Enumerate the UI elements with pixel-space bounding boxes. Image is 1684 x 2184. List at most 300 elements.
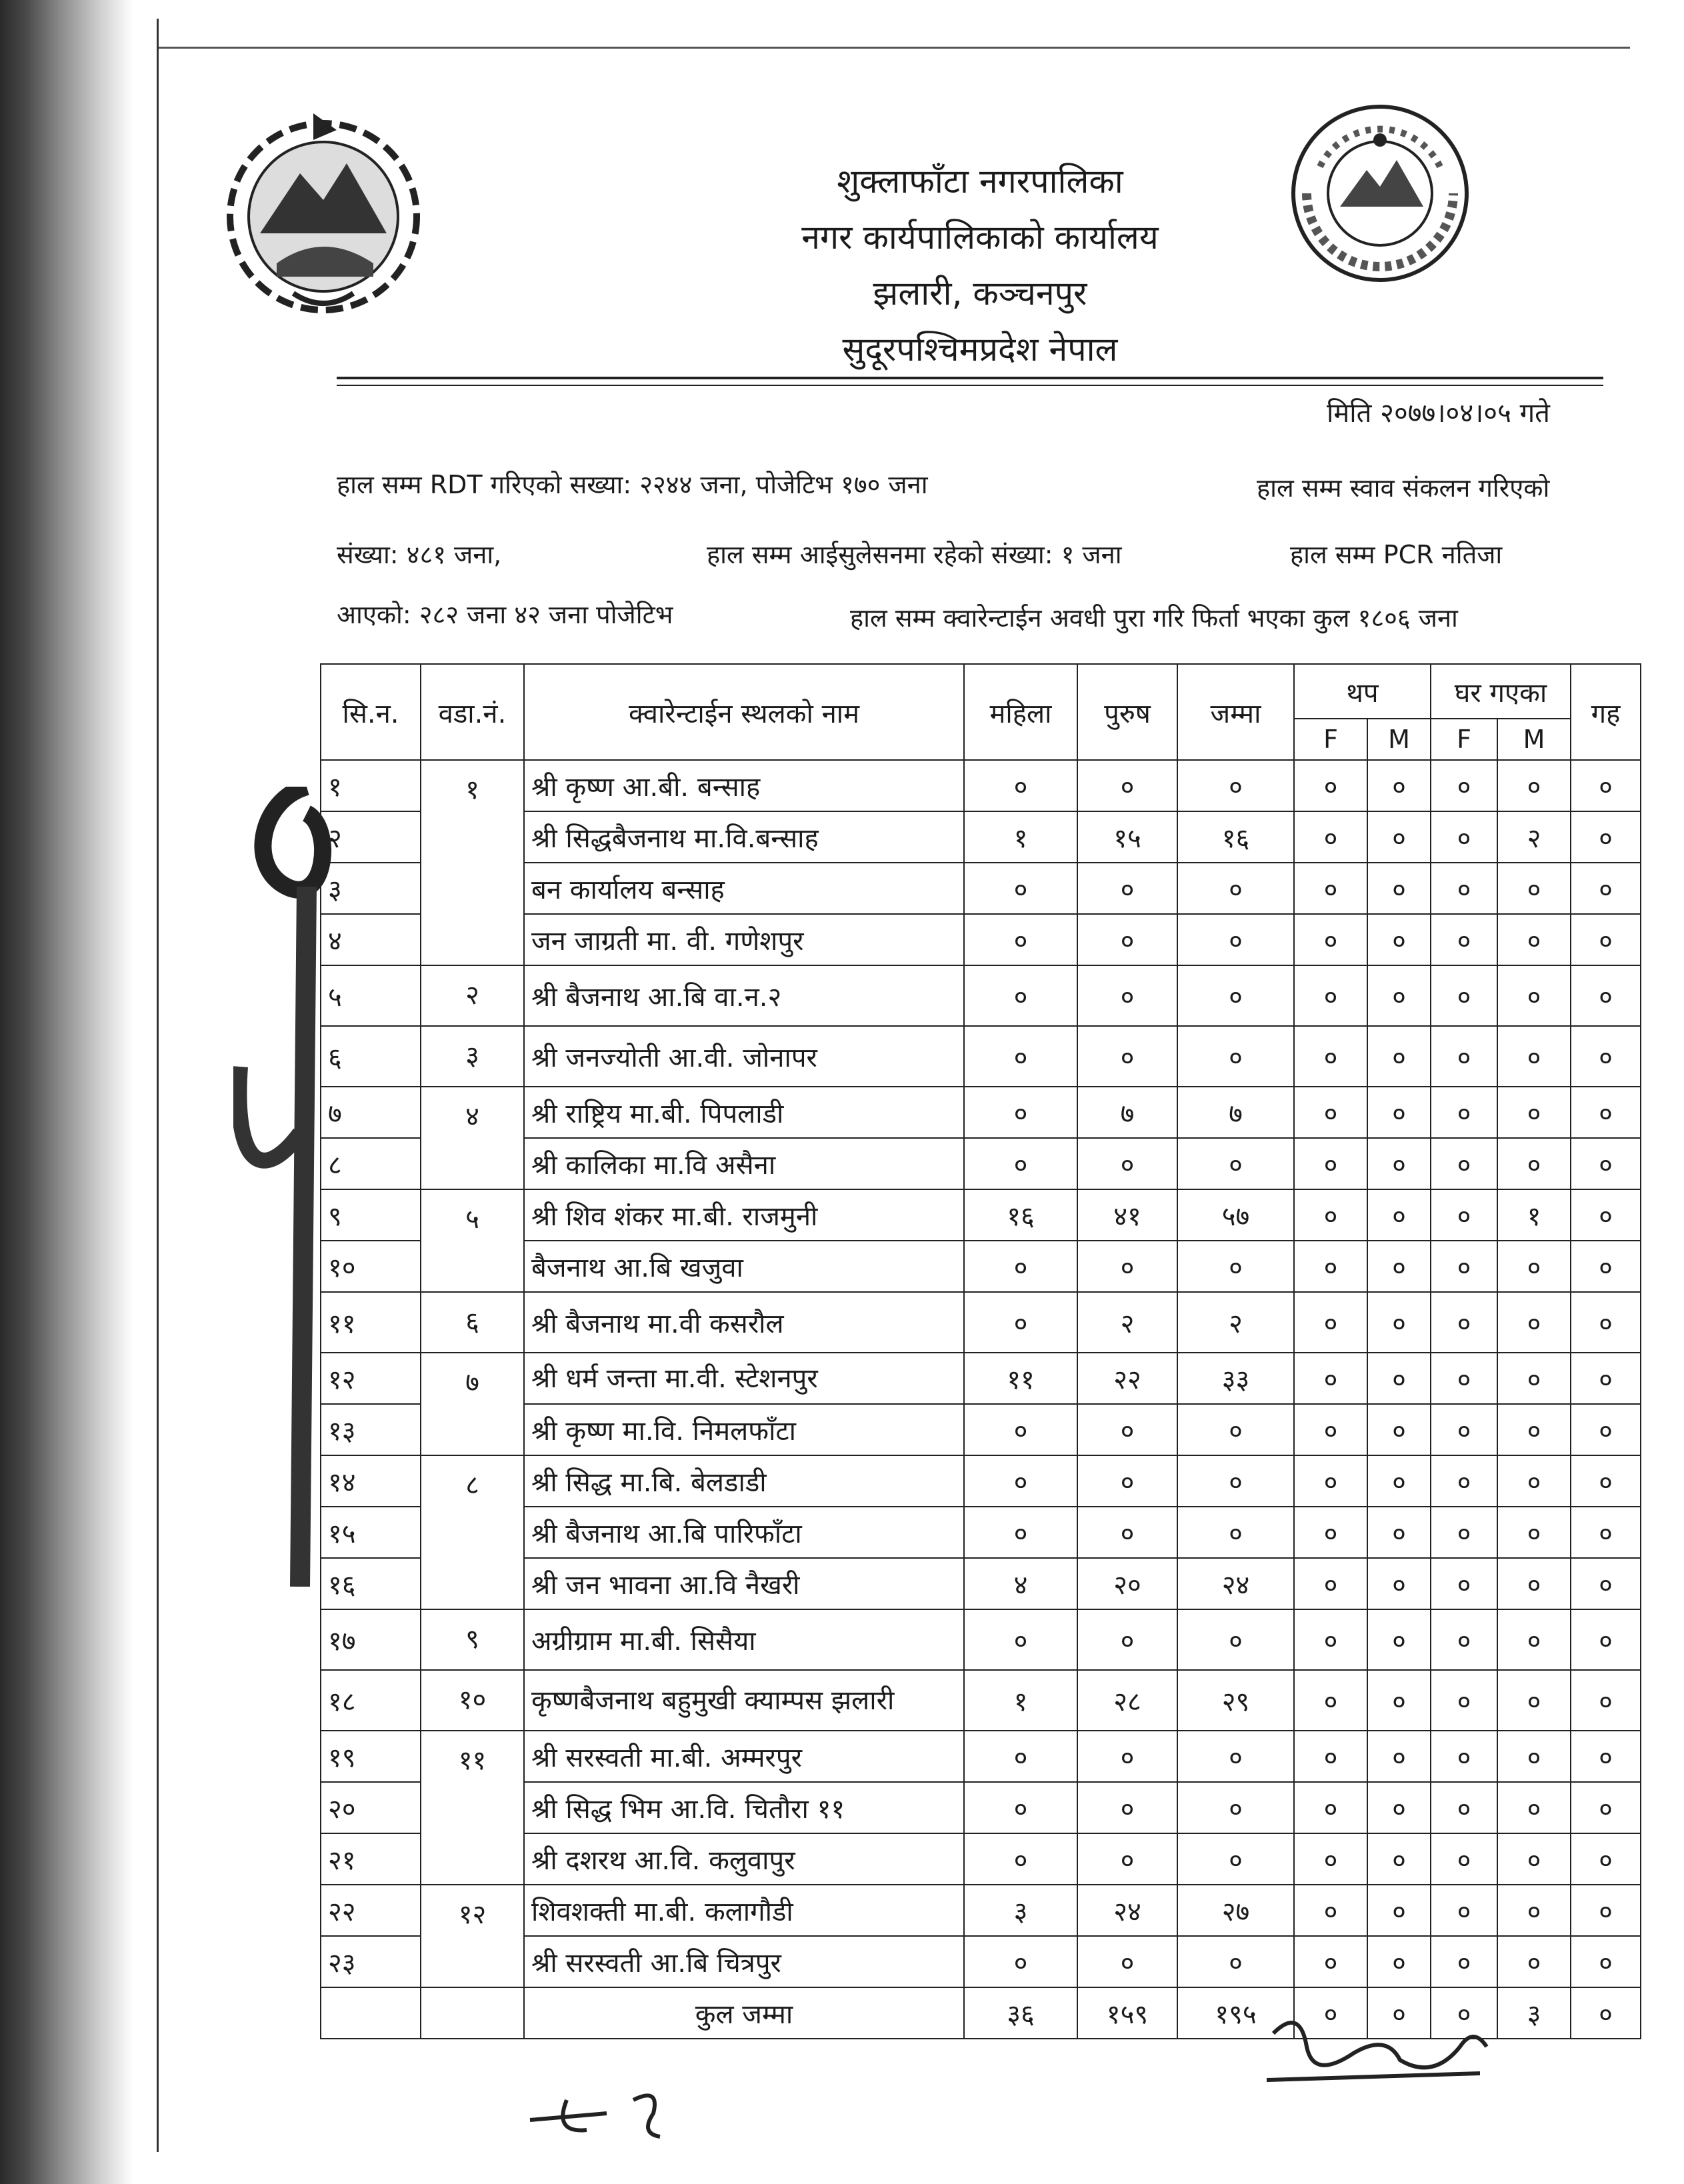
row-place-name: श्री बैजनाथ मा.वी कसरौल xyxy=(524,1292,964,1353)
row-place-name: शिवशक्ती मा.बी. कलागौडी xyxy=(524,1885,964,1936)
row-total: ० xyxy=(1177,914,1294,965)
row-female: ० xyxy=(964,863,1077,914)
row-ward: ११ xyxy=(421,1731,524,1885)
row-sn: १७ xyxy=(321,1609,421,1670)
total-home-m: ३ xyxy=(1497,1987,1571,2039)
row-home-m: ० xyxy=(1497,1670,1571,1731)
row-added-m: ० xyxy=(1367,1292,1431,1353)
province-name: सुदूरपश्चिमप्रदेश नेपाल xyxy=(842,330,1118,369)
row-added-f: ० xyxy=(1294,1138,1367,1189)
row-total: २९ xyxy=(1177,1670,1294,1731)
row-sn: ३ xyxy=(321,863,421,914)
row-total: ० xyxy=(1177,1404,1294,1455)
row-home-m: ० xyxy=(1497,965,1571,1026)
row-place-name: श्री धर्म जन्ता मा.वी. स्टेशनपुर xyxy=(524,1353,964,1404)
row-total: ० xyxy=(1177,1026,1294,1087)
row-added-m: ० xyxy=(1367,1241,1431,1292)
table-row xyxy=(321,760,1641,811)
row-sn: ११ xyxy=(321,1292,421,1353)
row-female: ३ xyxy=(964,1885,1077,1936)
row-home-m: ० xyxy=(1497,863,1571,914)
row-total: ० xyxy=(1177,1833,1294,1885)
row-place-name: श्री सरस्वती आ.बि चित्रपुर xyxy=(524,1936,964,1987)
row-male: ० xyxy=(1077,914,1177,965)
row-extra: ० xyxy=(1571,1885,1641,1936)
row-sn: १६ xyxy=(321,1558,421,1609)
row-female: ० xyxy=(964,760,1077,811)
municipality-name: शुक्लाफाँटा नगरपालिका xyxy=(837,162,1123,201)
subheader-home-m: M xyxy=(1497,719,1571,760)
header-sn: सि.न. xyxy=(321,664,421,760)
row-home-m: ० xyxy=(1497,1353,1571,1404)
row-home-f: ० xyxy=(1431,1936,1497,1987)
row-male: ० xyxy=(1077,1731,1177,1782)
row-added-f: ० xyxy=(1294,1404,1367,1455)
row-home-m: ० xyxy=(1497,1404,1571,1455)
row-home-f: ० xyxy=(1431,1353,1497,1404)
row-place-name: श्री सिद्ध मा.बि. बेलडाडी xyxy=(524,1455,964,1507)
row-total: ० xyxy=(1177,1507,1294,1558)
row-total: ० xyxy=(1177,1138,1294,1189)
row-place-name: बन कार्यालय बन्साह xyxy=(524,863,964,914)
info-line2-b: हाल सम्म आईसुलेसनमा रहेको संख्या: १ जना xyxy=(707,540,1122,569)
row-added-m: ० xyxy=(1367,1885,1431,1936)
header-went-home: घर गएका xyxy=(1431,664,1571,719)
row-added-m: ० xyxy=(1367,1507,1431,1558)
header-total: जम्मा xyxy=(1177,664,1294,760)
row-extra: ० xyxy=(1571,811,1641,863)
row-female: ० xyxy=(964,1241,1077,1292)
row-extra: ० xyxy=(1571,760,1641,811)
row-added-f: ० xyxy=(1294,863,1367,914)
row-home-f: ० xyxy=(1431,1292,1497,1353)
row-ward: ४ xyxy=(421,1087,524,1189)
info-line3-b: हाल सम्म क्वारेन्टाईन अवधी पुरा गरि फिर्ता भएका कुल १८०६ जना xyxy=(850,603,1458,633)
row-added-m: ० xyxy=(1367,1138,1431,1189)
row-added-m: ० xyxy=(1367,1189,1431,1241)
signature-1-icon xyxy=(527,2073,753,2147)
row-extra: ० xyxy=(1571,1138,1641,1189)
row-female: ० xyxy=(964,1833,1077,1885)
row-home-f: ० xyxy=(1431,1833,1497,1885)
row-sn: ६ xyxy=(321,1026,421,1087)
row-extra: ० xyxy=(1571,914,1641,965)
row-sn: ४ xyxy=(321,914,421,965)
row-sn: १८ xyxy=(321,1670,421,1731)
total-female: ३६ xyxy=(964,1987,1077,2039)
row-place-name: श्री बैजनाथ आ.बि पारिफाँटा xyxy=(524,1507,964,1558)
row-home-m: ० xyxy=(1497,1782,1571,1833)
row-male: ० xyxy=(1077,1833,1177,1885)
header-rule-2 xyxy=(337,385,1603,386)
row-place-name: श्री सिद्धबैजनाथ मा.वि.बन्साह xyxy=(524,811,964,863)
row-added-f: ० xyxy=(1294,1731,1367,1782)
row-total: ० xyxy=(1177,1609,1294,1670)
header-ward: वडा.नं. xyxy=(421,664,524,760)
row-extra: ० xyxy=(1571,965,1641,1026)
row-sn: ५ xyxy=(321,965,421,1026)
row-male: ० xyxy=(1077,1404,1177,1455)
row-place-name: बैजनाथ आ.बि खजुवा xyxy=(524,1241,964,1292)
quarantine-table xyxy=(320,663,1641,2039)
row-male: १५ xyxy=(1077,811,1177,863)
row-home-m: ० xyxy=(1497,1731,1571,1782)
row-added-f: ० xyxy=(1294,1087,1367,1138)
row-ward: ७ xyxy=(421,1353,524,1455)
row-total: १६ xyxy=(1177,811,1294,863)
row-female: ० xyxy=(964,1026,1077,1087)
row-added-m: ० xyxy=(1367,760,1431,811)
row-male: २४ xyxy=(1077,1885,1177,1936)
table-row xyxy=(321,1087,1641,1138)
row-home-m: १ xyxy=(1497,1189,1571,1241)
row-place-name: श्री कृष्ण आ.बी. बन्साह xyxy=(524,760,964,811)
row-ward: १२ xyxy=(421,1885,524,1987)
row-added-m: ० xyxy=(1367,1026,1431,1087)
row-male: ० xyxy=(1077,965,1177,1026)
row-extra: ० xyxy=(1571,1731,1641,1782)
row-sn: १ xyxy=(321,760,421,811)
row-added-m: ० xyxy=(1367,1782,1431,1833)
row-male: ० xyxy=(1077,760,1177,811)
ink-scribble xyxy=(233,787,380,1587)
row-extra: ० xyxy=(1571,1782,1641,1833)
row-added-m: ० xyxy=(1367,1087,1431,1138)
row-extra: ० xyxy=(1571,863,1641,914)
row-home-m: ० xyxy=(1497,1241,1571,1292)
table-row xyxy=(321,1026,1641,1087)
row-sn: २१ xyxy=(321,1833,421,1885)
row-female: ० xyxy=(964,1404,1077,1455)
row-added-f: ० xyxy=(1294,760,1367,811)
table-row xyxy=(321,1189,1641,1241)
row-place-name: श्री राष्ट्रिय मा.बी. पिपलाडी xyxy=(524,1087,964,1138)
header-added: थप xyxy=(1294,664,1431,719)
row-home-f: ० xyxy=(1431,1782,1497,1833)
row-added-f: ० xyxy=(1294,1833,1367,1885)
info-line2-c: हाल सम्म PCR नतिजा xyxy=(1290,540,1503,569)
row-home-f: ० xyxy=(1431,1885,1497,1936)
row-extra: ० xyxy=(1571,1404,1641,1455)
row-added-m: ० xyxy=(1367,914,1431,965)
signature-2-icon xyxy=(1260,2007,1500,2100)
row-added-f: ० xyxy=(1294,1241,1367,1292)
total-total: १९५ xyxy=(1177,1987,1294,2039)
total-added-m: ० xyxy=(1367,1987,1431,2039)
row-extra: ० xyxy=(1571,1833,1641,1885)
row-home-f: ० xyxy=(1431,1026,1497,1087)
row-sn: २० xyxy=(321,1782,421,1833)
row-male: ० xyxy=(1077,863,1177,914)
row-added-f: ० xyxy=(1294,811,1367,863)
row-home-m: ० xyxy=(1497,1885,1571,1936)
row-home-m: ० xyxy=(1497,1609,1571,1670)
row-female: १ xyxy=(964,811,1077,863)
row-home-m: ० xyxy=(1497,1455,1571,1507)
row-home-f: ० xyxy=(1431,863,1497,914)
row-extra: ० xyxy=(1571,1558,1641,1609)
row-place-name: अग्रीग्राम मा.बी. सिसैया xyxy=(524,1609,964,1670)
scan-shadow-edge xyxy=(0,0,133,2184)
row-home-f: ० xyxy=(1431,811,1497,863)
office-name: नगर कार्यपालिकाको कार्यालय xyxy=(801,218,1159,257)
row-sn: ९ xyxy=(321,1189,421,1241)
row-extra: ० xyxy=(1571,1353,1641,1404)
row-added-f: ० xyxy=(1294,1455,1367,1507)
row-extra: ० xyxy=(1571,1292,1641,1353)
row-home-f: ० xyxy=(1431,760,1497,811)
row-total: ० xyxy=(1177,760,1294,811)
row-place-name: कृष्णबैजनाथ बहुमुखी क्याम्पस झलारी xyxy=(524,1670,964,1731)
row-female: ४ xyxy=(964,1558,1077,1609)
table-row xyxy=(321,1670,1641,1731)
row-added-m: ० xyxy=(1367,1404,1431,1455)
header-rule xyxy=(337,377,1603,379)
row-sn: ७ xyxy=(321,1087,421,1138)
row-added-f: ० xyxy=(1294,1670,1367,1731)
row-home-m: ० xyxy=(1497,914,1571,965)
row-place-name: श्री शिव शंकर मा.बी. राजमुनी xyxy=(524,1189,964,1241)
row-home-m: ० xyxy=(1497,1292,1571,1353)
header-male: पुरुष xyxy=(1077,664,1177,760)
row-added-m: ० xyxy=(1367,1353,1431,1404)
row-total: ७ xyxy=(1177,1087,1294,1138)
row-added-f: ० xyxy=(1294,1026,1367,1087)
row-total: ० xyxy=(1177,1455,1294,1507)
row-home-f: ० xyxy=(1431,1087,1497,1138)
row-home-f: ० xyxy=(1431,914,1497,965)
table-row xyxy=(321,1292,1641,1353)
row-female: ० xyxy=(964,965,1077,1026)
row-home-m: ० xyxy=(1497,760,1571,811)
row-male: ० xyxy=(1077,1507,1177,1558)
row-extra: ० xyxy=(1571,1087,1641,1138)
total-extra: ० xyxy=(1571,1987,1641,2039)
row-total: ० xyxy=(1177,1241,1294,1292)
row-home-f: ० xyxy=(1431,1731,1497,1782)
subheader-home-f: F xyxy=(1431,719,1497,760)
table-row xyxy=(321,1609,1641,1670)
row-extra: ० xyxy=(1571,1241,1641,1292)
document-date: मिति २०७७।०४।०५ गते xyxy=(1327,398,1550,429)
row-home-f: ० xyxy=(1431,1455,1497,1507)
row-place-name: श्री सरस्वती मा.बी. अम्मरपुर xyxy=(524,1731,964,1782)
row-home-m: ० xyxy=(1497,1936,1571,1987)
row-home-m: ० xyxy=(1497,1558,1571,1609)
row-total: ० xyxy=(1177,1936,1294,1987)
row-ward: ५ xyxy=(421,1189,524,1292)
row-sn: २३ xyxy=(321,1936,421,1987)
row-place-name: श्री सिद्ध भिम आ.वि. चितौरा ११ xyxy=(524,1782,964,1833)
row-place-name: श्री दशरथ आ.वि. कलुवापुर xyxy=(524,1833,964,1885)
row-ward: १ xyxy=(421,760,524,965)
municipality-seal-icon xyxy=(1280,93,1480,293)
row-female: ० xyxy=(964,1507,1077,1558)
row-added-f: ० xyxy=(1294,1507,1367,1558)
row-added-m: ० xyxy=(1367,1609,1431,1670)
row-male: ४१ xyxy=(1077,1189,1177,1241)
row-female: ० xyxy=(964,1138,1077,1189)
row-total: ० xyxy=(1177,965,1294,1026)
row-home-f: ० xyxy=(1431,1609,1497,1670)
row-sn: १९ xyxy=(321,1731,421,1782)
row-added-m: ० xyxy=(1367,1936,1431,1987)
row-home-m: ० xyxy=(1497,1087,1571,1138)
row-ward: ९ xyxy=(421,1609,524,1670)
total-home-f: ० xyxy=(1431,1987,1497,2039)
row-home-f: ० xyxy=(1431,1670,1497,1731)
subheader-added-m: M xyxy=(1367,719,1431,760)
row-sn: १४ xyxy=(321,1455,421,1507)
row-added-f: ० xyxy=(1294,1558,1367,1609)
table-row xyxy=(321,1885,1641,1936)
info-line3-a: आएको: २८२ जना ४२ जना पोजेटिभ xyxy=(337,600,673,629)
row-home-f: ० xyxy=(1431,1241,1497,1292)
row-male: ० xyxy=(1077,1138,1177,1189)
row-home-m: ० xyxy=(1497,1833,1571,1885)
total-ward xyxy=(421,1987,524,2039)
row-male: २० xyxy=(1077,1558,1177,1609)
row-place-name: श्री जनज्योती आ.वी. जोनापर xyxy=(524,1026,964,1087)
header-place: क्वारेन्टाईन स्थलको नाम xyxy=(524,664,964,760)
row-home-f: ० xyxy=(1431,965,1497,1026)
row-place-name: जन जाग्रती मा. वी. गणेशपुर xyxy=(524,914,964,965)
row-added-f: ० xyxy=(1294,1782,1367,1833)
row-added-m: ० xyxy=(1367,863,1431,914)
row-added-f: ० xyxy=(1294,1292,1367,1353)
row-sn: १५ xyxy=(321,1507,421,1558)
row-home-f: ० xyxy=(1431,1138,1497,1189)
row-female: ० xyxy=(964,1731,1077,1782)
row-female: ० xyxy=(964,914,1077,965)
row-sn: २ xyxy=(321,811,421,863)
subheader-added-f: F xyxy=(1294,719,1367,760)
row-sn: २२ xyxy=(321,1885,421,1936)
row-male: २ xyxy=(1077,1292,1177,1353)
row-extra: ० xyxy=(1571,1507,1641,1558)
scan-top-line xyxy=(157,47,1630,49)
row-male: ० xyxy=(1077,1026,1177,1087)
table-row xyxy=(321,1731,1641,1782)
header-female: महिला xyxy=(964,664,1077,760)
row-total: ० xyxy=(1177,1731,1294,1782)
row-male: ० xyxy=(1077,1241,1177,1292)
row-home-m: ० xyxy=(1497,1138,1571,1189)
total-label: कुल जम्मा xyxy=(524,1987,964,2039)
row-male: ० xyxy=(1077,1782,1177,1833)
row-home-f: ० xyxy=(1431,1507,1497,1558)
row-total: २७ xyxy=(1177,1885,1294,1936)
row-home-f: ० xyxy=(1431,1558,1497,1609)
row-home-m: २ xyxy=(1497,811,1571,863)
row-sn: ८ xyxy=(321,1138,421,1189)
row-female: ० xyxy=(964,1936,1077,1987)
total-male: १५९ xyxy=(1077,1987,1177,2039)
row-male: २८ xyxy=(1077,1670,1177,1731)
row-place-name: श्री बैजनाथ आ.बि वा.न.२ xyxy=(524,965,964,1026)
row-extra: ० xyxy=(1571,1936,1641,1987)
row-total: २४ xyxy=(1177,1558,1294,1609)
scan-top-line-2 xyxy=(157,19,159,2152)
row-sn: १२ xyxy=(321,1353,421,1404)
row-total: ० xyxy=(1177,1782,1294,1833)
row-male: ० xyxy=(1077,1609,1177,1670)
row-home-f: ० xyxy=(1431,1189,1497,1241)
row-added-m: ० xyxy=(1367,1670,1431,1731)
row-female: ० xyxy=(964,1292,1077,1353)
row-added-m: ० xyxy=(1367,965,1431,1026)
row-home-m: ० xyxy=(1497,1026,1571,1087)
table-row xyxy=(321,1353,1641,1404)
row-added-f: ० xyxy=(1294,965,1367,1026)
row-female: ० xyxy=(964,1782,1077,1833)
row-added-f: ० xyxy=(1294,1353,1367,1404)
row-female: ० xyxy=(964,1087,1077,1138)
info-line1-left: हाल सम्म RDT गरिएको सख्या: २२४४ जना, पोजेटिभ १७० जना xyxy=(337,470,928,499)
row-female: १६ xyxy=(964,1189,1077,1241)
row-extra: ० xyxy=(1571,1670,1641,1731)
row-ward: ८ xyxy=(421,1455,524,1609)
info-line2-a: संख्या: ४८१ जना, xyxy=(337,540,502,569)
row-added-m: ० xyxy=(1367,811,1431,863)
row-added-m: ० xyxy=(1367,1558,1431,1609)
row-total: २ xyxy=(1177,1292,1294,1353)
row-sn: १३ xyxy=(321,1404,421,1455)
row-total: ३३ xyxy=(1177,1353,1294,1404)
row-sn: १० xyxy=(321,1241,421,1292)
row-ward: ३ xyxy=(421,1026,524,1087)
total-added-f: ० xyxy=(1294,1987,1367,2039)
info-line1-right: हाल सम्म स्वाव संकलन गरिएको xyxy=(1257,473,1550,503)
letterhead xyxy=(700,153,1260,377)
row-home-f: ० xyxy=(1431,1404,1497,1455)
row-female: ० xyxy=(964,1609,1077,1670)
row-place-name: श्री जन भावना आ.वि नैखरी xyxy=(524,1558,964,1609)
row-ward: १० xyxy=(421,1670,524,1731)
row-total: ५७ xyxy=(1177,1189,1294,1241)
row-added-f: ० xyxy=(1294,1885,1367,1936)
row-extra: ० xyxy=(1571,1026,1641,1087)
row-added-f: ० xyxy=(1294,914,1367,965)
row-ward: ६ xyxy=(421,1292,524,1353)
row-added-f: ० xyxy=(1294,1189,1367,1241)
table-row xyxy=(321,1455,1641,1507)
row-female: ० xyxy=(964,1455,1077,1507)
total-sn xyxy=(321,1987,421,2039)
row-extra: ० xyxy=(1571,1455,1641,1507)
row-extra: ० xyxy=(1571,1189,1641,1241)
row-ward: २ xyxy=(421,965,524,1026)
row-male: २२ xyxy=(1077,1353,1177,1404)
office-location: झलारी, कञ्चनपुर xyxy=(873,274,1087,313)
row-male: ० xyxy=(1077,1455,1177,1507)
row-added-f: ० xyxy=(1294,1609,1367,1670)
row-place-name: श्री कालिका मा.वि असैना xyxy=(524,1138,964,1189)
header-extra: गह xyxy=(1571,664,1641,760)
government-emblem-icon xyxy=(213,100,433,320)
row-place-name: श्री कृष्ण मा.वि. निमलफाँटा xyxy=(524,1404,964,1455)
row-added-m: ० xyxy=(1367,1455,1431,1507)
row-added-m: ० xyxy=(1367,1833,1431,1885)
table-header-row xyxy=(321,664,1641,719)
row-total: ० xyxy=(1177,863,1294,914)
row-male: ० xyxy=(1077,1936,1177,1987)
table-row xyxy=(321,965,1641,1026)
row-added-f: ० xyxy=(1294,1936,1367,1987)
row-added-m: ० xyxy=(1367,1731,1431,1782)
row-home-m: ० xyxy=(1497,1507,1571,1558)
row-male: ७ xyxy=(1077,1087,1177,1138)
